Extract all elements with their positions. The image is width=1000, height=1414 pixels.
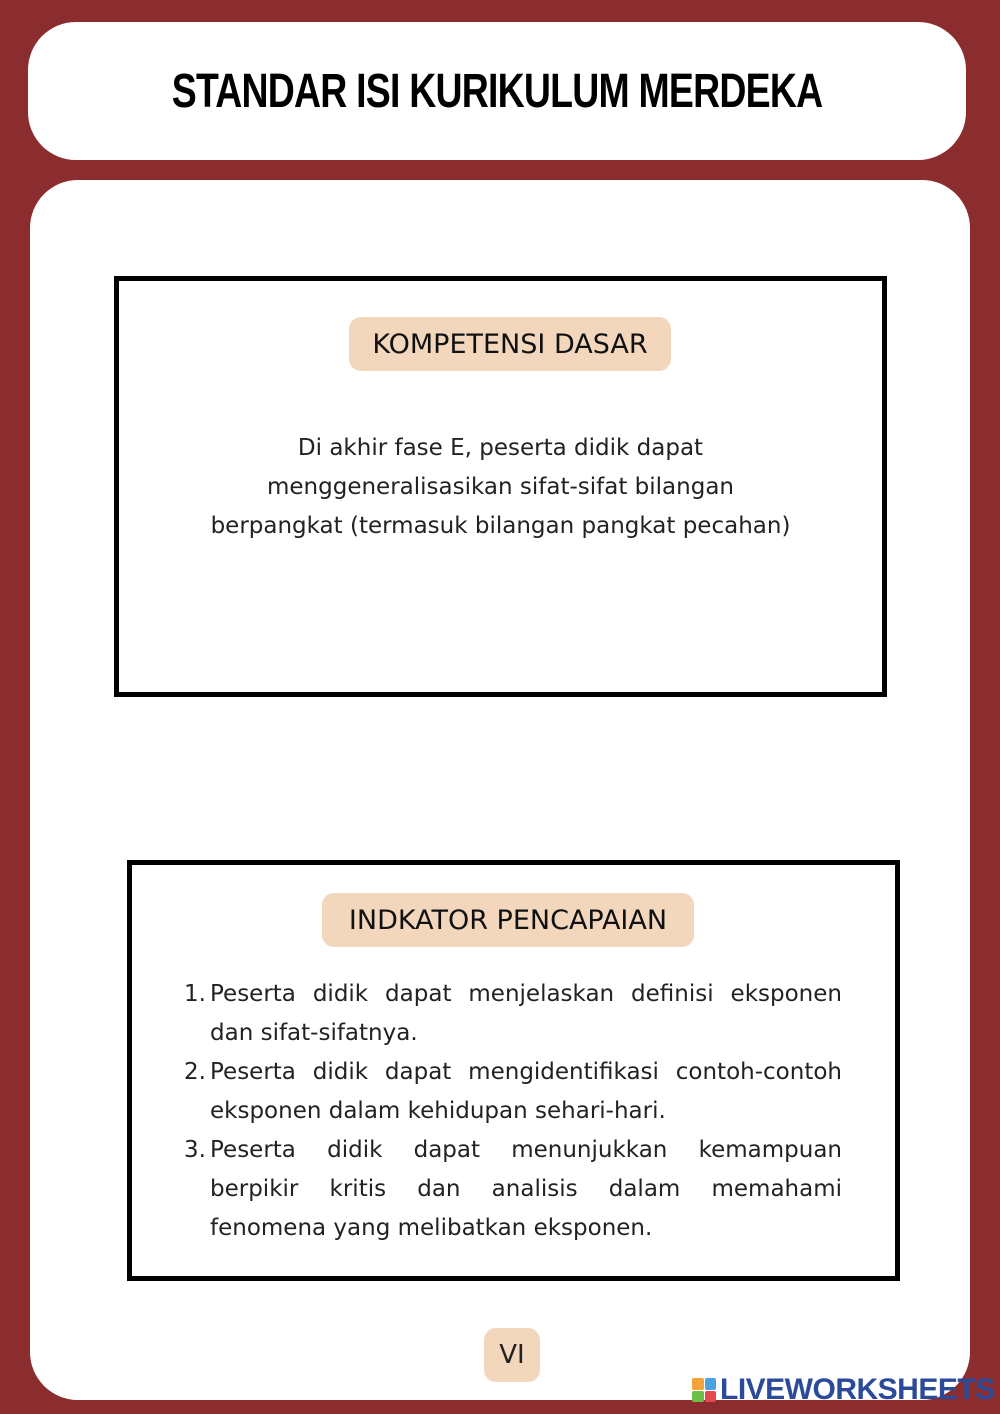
kompetensi-line: berpangkat (termasuk bilangan pangkat pecahan) xyxy=(210,513,791,539)
kompetensi-line: Di akhir fase E, peserta didik dapat xyxy=(297,435,704,461)
page-number: VI xyxy=(484,1328,540,1382)
list-item-number: 1. xyxy=(184,981,206,1007)
kompetensi-dasar-text xyxy=(159,429,842,546)
list-item xyxy=(182,1131,842,1248)
kompetensi-line: menggeneralisasikan sifat-sifat bilangan xyxy=(267,474,734,500)
indikator-pencapaian-box xyxy=(127,860,900,1281)
kompetensi-dasar-heading: KOMPETENSI DASAR xyxy=(349,317,671,371)
list-item-number: 2. xyxy=(184,1059,206,1085)
main-card xyxy=(30,180,970,1400)
list-item-number: 3. xyxy=(184,1137,206,1163)
list-item-text: Peserta didik dapat menjelaskan definisi eksponen dan sifat-sifatnya. xyxy=(210,981,842,1046)
watermark-text: LIVEWORKSHEETS xyxy=(720,1373,995,1406)
indikator-list xyxy=(182,975,842,1248)
indikator-pencapaian-heading: INDKATOR PENCAPAIAN xyxy=(322,893,694,947)
page-title: STANDAR ISI KURIKULUM MERDEKA xyxy=(171,64,823,118)
list-item xyxy=(182,1053,842,1131)
header-card xyxy=(28,22,966,160)
liveworksheets-logo-icon xyxy=(692,1378,716,1402)
list-item xyxy=(182,975,842,1053)
liveworksheets-watermark xyxy=(692,1373,995,1406)
kompetensi-dasar-box xyxy=(114,276,887,697)
list-item-text: Peserta didik dapat menunjukkan kemampuan berpikir kritis dan analisis dalam memahami fenomena yang melibatkan eksponen. xyxy=(210,1137,842,1241)
list-item-text: Peserta didik dapat mengidentifikasi contoh-contoh eksponen dalam kehidupan sehari-hari. xyxy=(210,1059,842,1124)
